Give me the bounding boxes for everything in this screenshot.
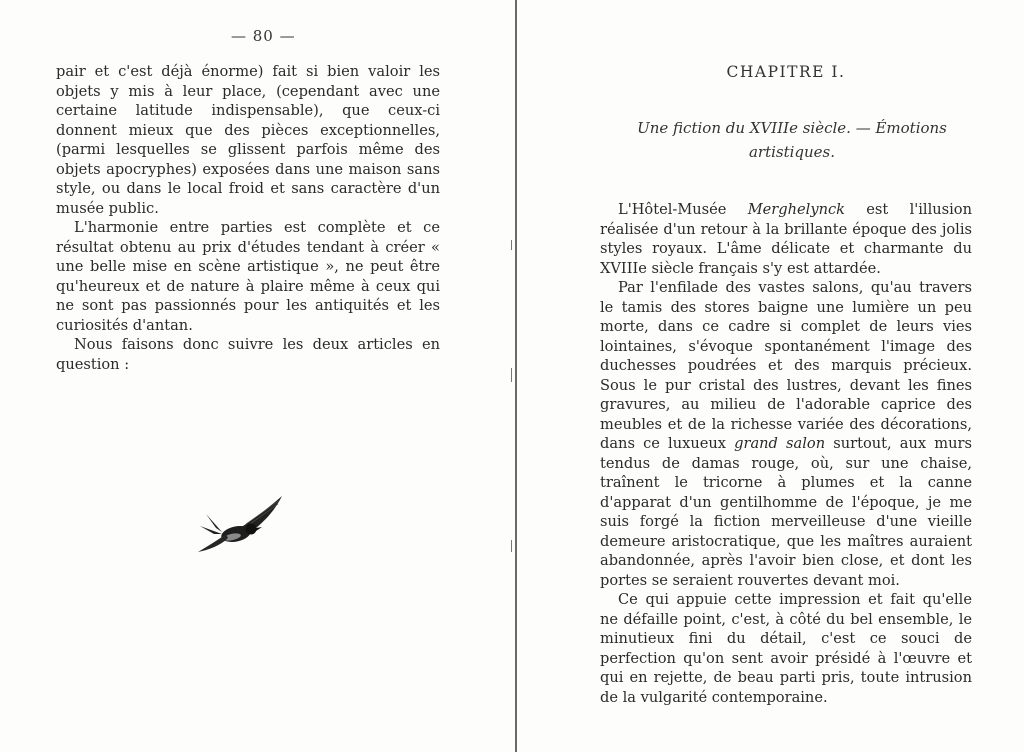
text-run: Par l'enfilade des vastes salons, qu'au travers le tamis des stores baigne une lumière un peu morte, dans ce cadre si complet de leurs vies lointaines, s'évoque spontanément l'image des duchesses poudrées et des marquis précieux. Sous le pur cristal des lustres, devant les fines gravures, au milieu de l'adorable caprice des meubles et de la richesse variée des décorations, dans ce luxueux bbox=[600, 279, 972, 452]
italic-name: grand salon bbox=[734, 435, 826, 452]
book-gutter bbox=[515, 0, 517, 752]
italic-name: Merghelynck bbox=[747, 201, 845, 218]
text-run: est l'illusion réalisée d'un retour à la brillante époque des jolis styles royaux. L'âme délicate et charmante du XVIIIe siècle français s'y est attardée. bbox=[600, 201, 972, 277]
left-page-text bbox=[56, 62, 440, 374]
swallow-vignette bbox=[196, 494, 288, 556]
gutter-mark bbox=[511, 368, 512, 382]
text-run: L'Hôtel-Musée bbox=[618, 201, 748, 218]
paragraph: L'harmonie entre parties est complète et ce résultat obtenu au prix d'études tendant à créer « une belle mise en scène artistique », ne peut être qu'heureux et de nature à plaire même à ceux qui ne sont pas passionnés pour les antiquités et les curiosités d'antan. bbox=[56, 219, 440, 334]
paragraph: Nous faisons donc suivre les deux articles en question : bbox=[56, 336, 440, 373]
paragraph bbox=[600, 200, 972, 278]
paragraph: Ce qui appuie cette impression et fait qu'elle ne défaille point, c'est, à côté du bel ensemble, le minutieux fini du détail, c'est ce souci de perfection qu'on sent avoir présidé à l'œuvre et qui en rejette, de beau parti pris, toute intrusion de la vulgarité contemporaine. bbox=[600, 591, 972, 706]
gutter-mark bbox=[511, 540, 512, 552]
text-run: surtout, aux murs tendus de damas rouge, où, sur une chaise, traînent le tricorne à plumes et la canne d'apparat d'un gentilhomme de l'époque, je me suis forgé la fiction merveilleuse d'une vieille demeure aristocratique, que les maîtres auraient abandonnée, après l'avoir bien close, et dont les portes se seraient rouvertes devant moi. bbox=[600, 435, 972, 589]
gutter-mark bbox=[511, 240, 512, 250]
page-number: — 80 — bbox=[231, 27, 296, 45]
paragraph: pair et c'est déjà énorme) fait si bien valoir les objets y mis à leur place, (cependant avec une certaine latitude indispensable), que ceux-ci donnent mieux que des pièces exceptionnelles, (parmi lesquelles se glissent parfois même des objets apocryphes) exposées dans une maison sans style, ou dans le local froid et sans caractère d'un musée public. bbox=[56, 63, 440, 217]
paragraph bbox=[600, 278, 972, 590]
chapter-subtitle: Une fiction du XVIIIe siècle. — Émotions artistiques. bbox=[637, 119, 947, 161]
chapter-title: CHAPITRE I. bbox=[726, 63, 846, 81]
right-page-text bbox=[600, 200, 972, 707]
